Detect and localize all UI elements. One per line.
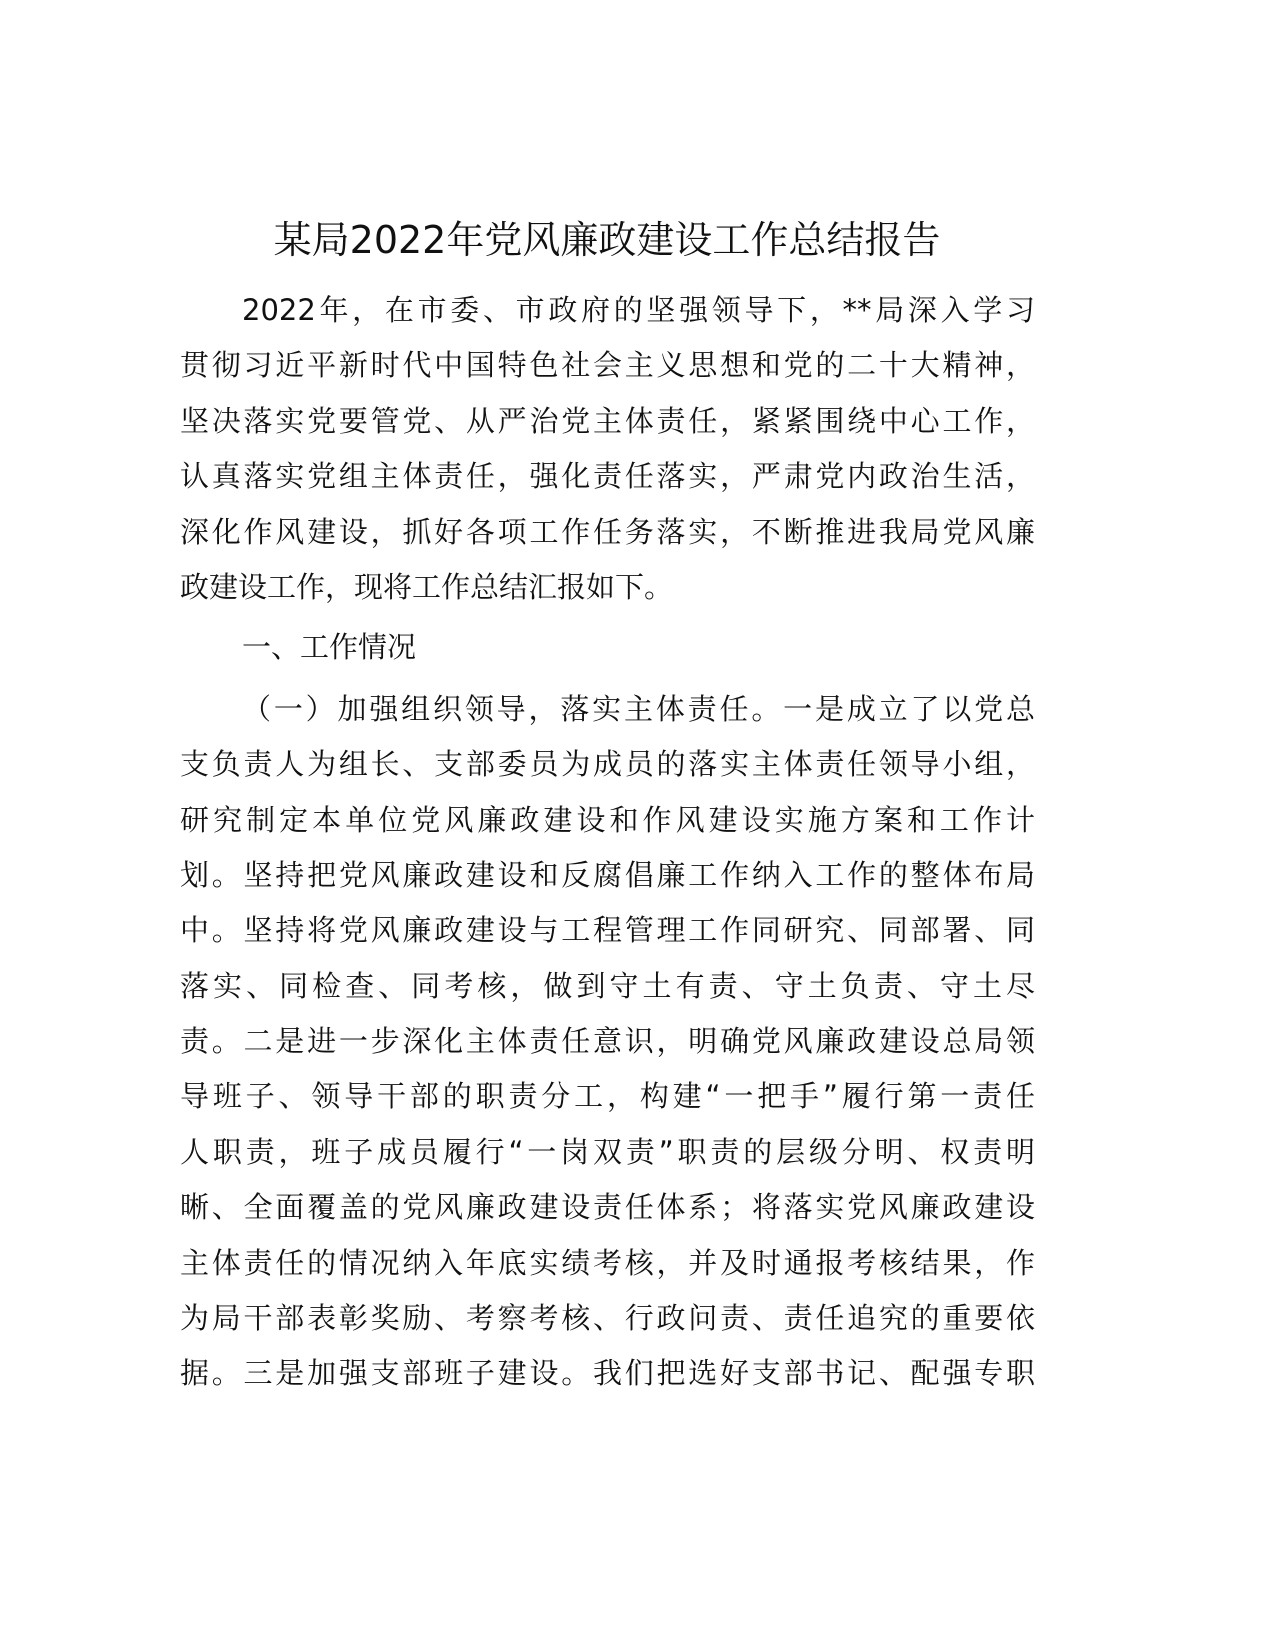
text-line: 坚决落实党要管党、从严治党主体责任，紧紧围绕中心工作， (180, 403, 1035, 438)
document-body (180, 283, 1035, 1402)
text-line: 划。坚持把党风廉政建设和反腐倡廉工作纳入工作的整体布局 (180, 857, 1035, 892)
text-line: 导班子、领导干部的职责分工，构建“一把手”履行第一责任 (180, 1079, 1035, 1114)
text-line: 深化作风建设，抓好各项工作任务落实，不断推进我局党风廉 (180, 514, 1035, 549)
text-line: （一）加强组织领导，落实主体责任。一是成立了以党总 (242, 691, 1035, 726)
document-title: 某局2022年党风廉政建设工作总结报告 (273, 218, 941, 262)
text-line: 中。坚持将党风廉政建设与工程管理工作同研究、同部署、同 (180, 913, 1035, 948)
section-paragraph (180, 682, 1035, 1402)
text-line: 晰、全面覆盖的党风廉政建设责任体系；将落实党风廉政建设 (180, 1190, 1035, 1225)
text-line: 政建设工作，现将工作总结汇报如下。 (180, 569, 674, 604)
text-line: 支负责人为组长、支部委员为成员的落实主体责任领导小组， (180, 747, 1035, 782)
section-heading: 一、工作情况 (242, 630, 417, 665)
text-line: 责。二是进一步深化主体责任意识，明确党风廉政建设总局领 (180, 1024, 1035, 1059)
text-line: 2022年，在市委、市政府的坚强领导下，**局深入学习 (242, 293, 1035, 327)
text-line: 主体责任的情况纳入年底实绩考核，并及时通报考核结果，作 (180, 1245, 1035, 1280)
text-line: 据。三是加强支部班子建设。我们把选好支部书记、配强专职 (180, 1356, 1035, 1391)
text-line: 落实、同检查、同考核，做到守土有责、守土负责、守土尽 (180, 968, 1035, 1003)
text-line: 为局干部表彰奖励、考察考核、行政问责、责任追究的重要依 (180, 1301, 1035, 1336)
text-line: 认真落实党组主体责任，强化责任落实，严肃党内政治生活， (180, 459, 1035, 494)
text-line: 人职责，班子成员履行“一岗双责”职责的层级分明、权责明 (180, 1134, 1035, 1169)
intro-paragraph (180, 283, 1035, 615)
text-line: 贯彻习近平新时代中国特色社会主义思想和党的二十大精神， (180, 348, 1035, 383)
text-line: 研究制定本单位党风廉政建设和作风建设实施方案和工作计 (180, 802, 1035, 837)
